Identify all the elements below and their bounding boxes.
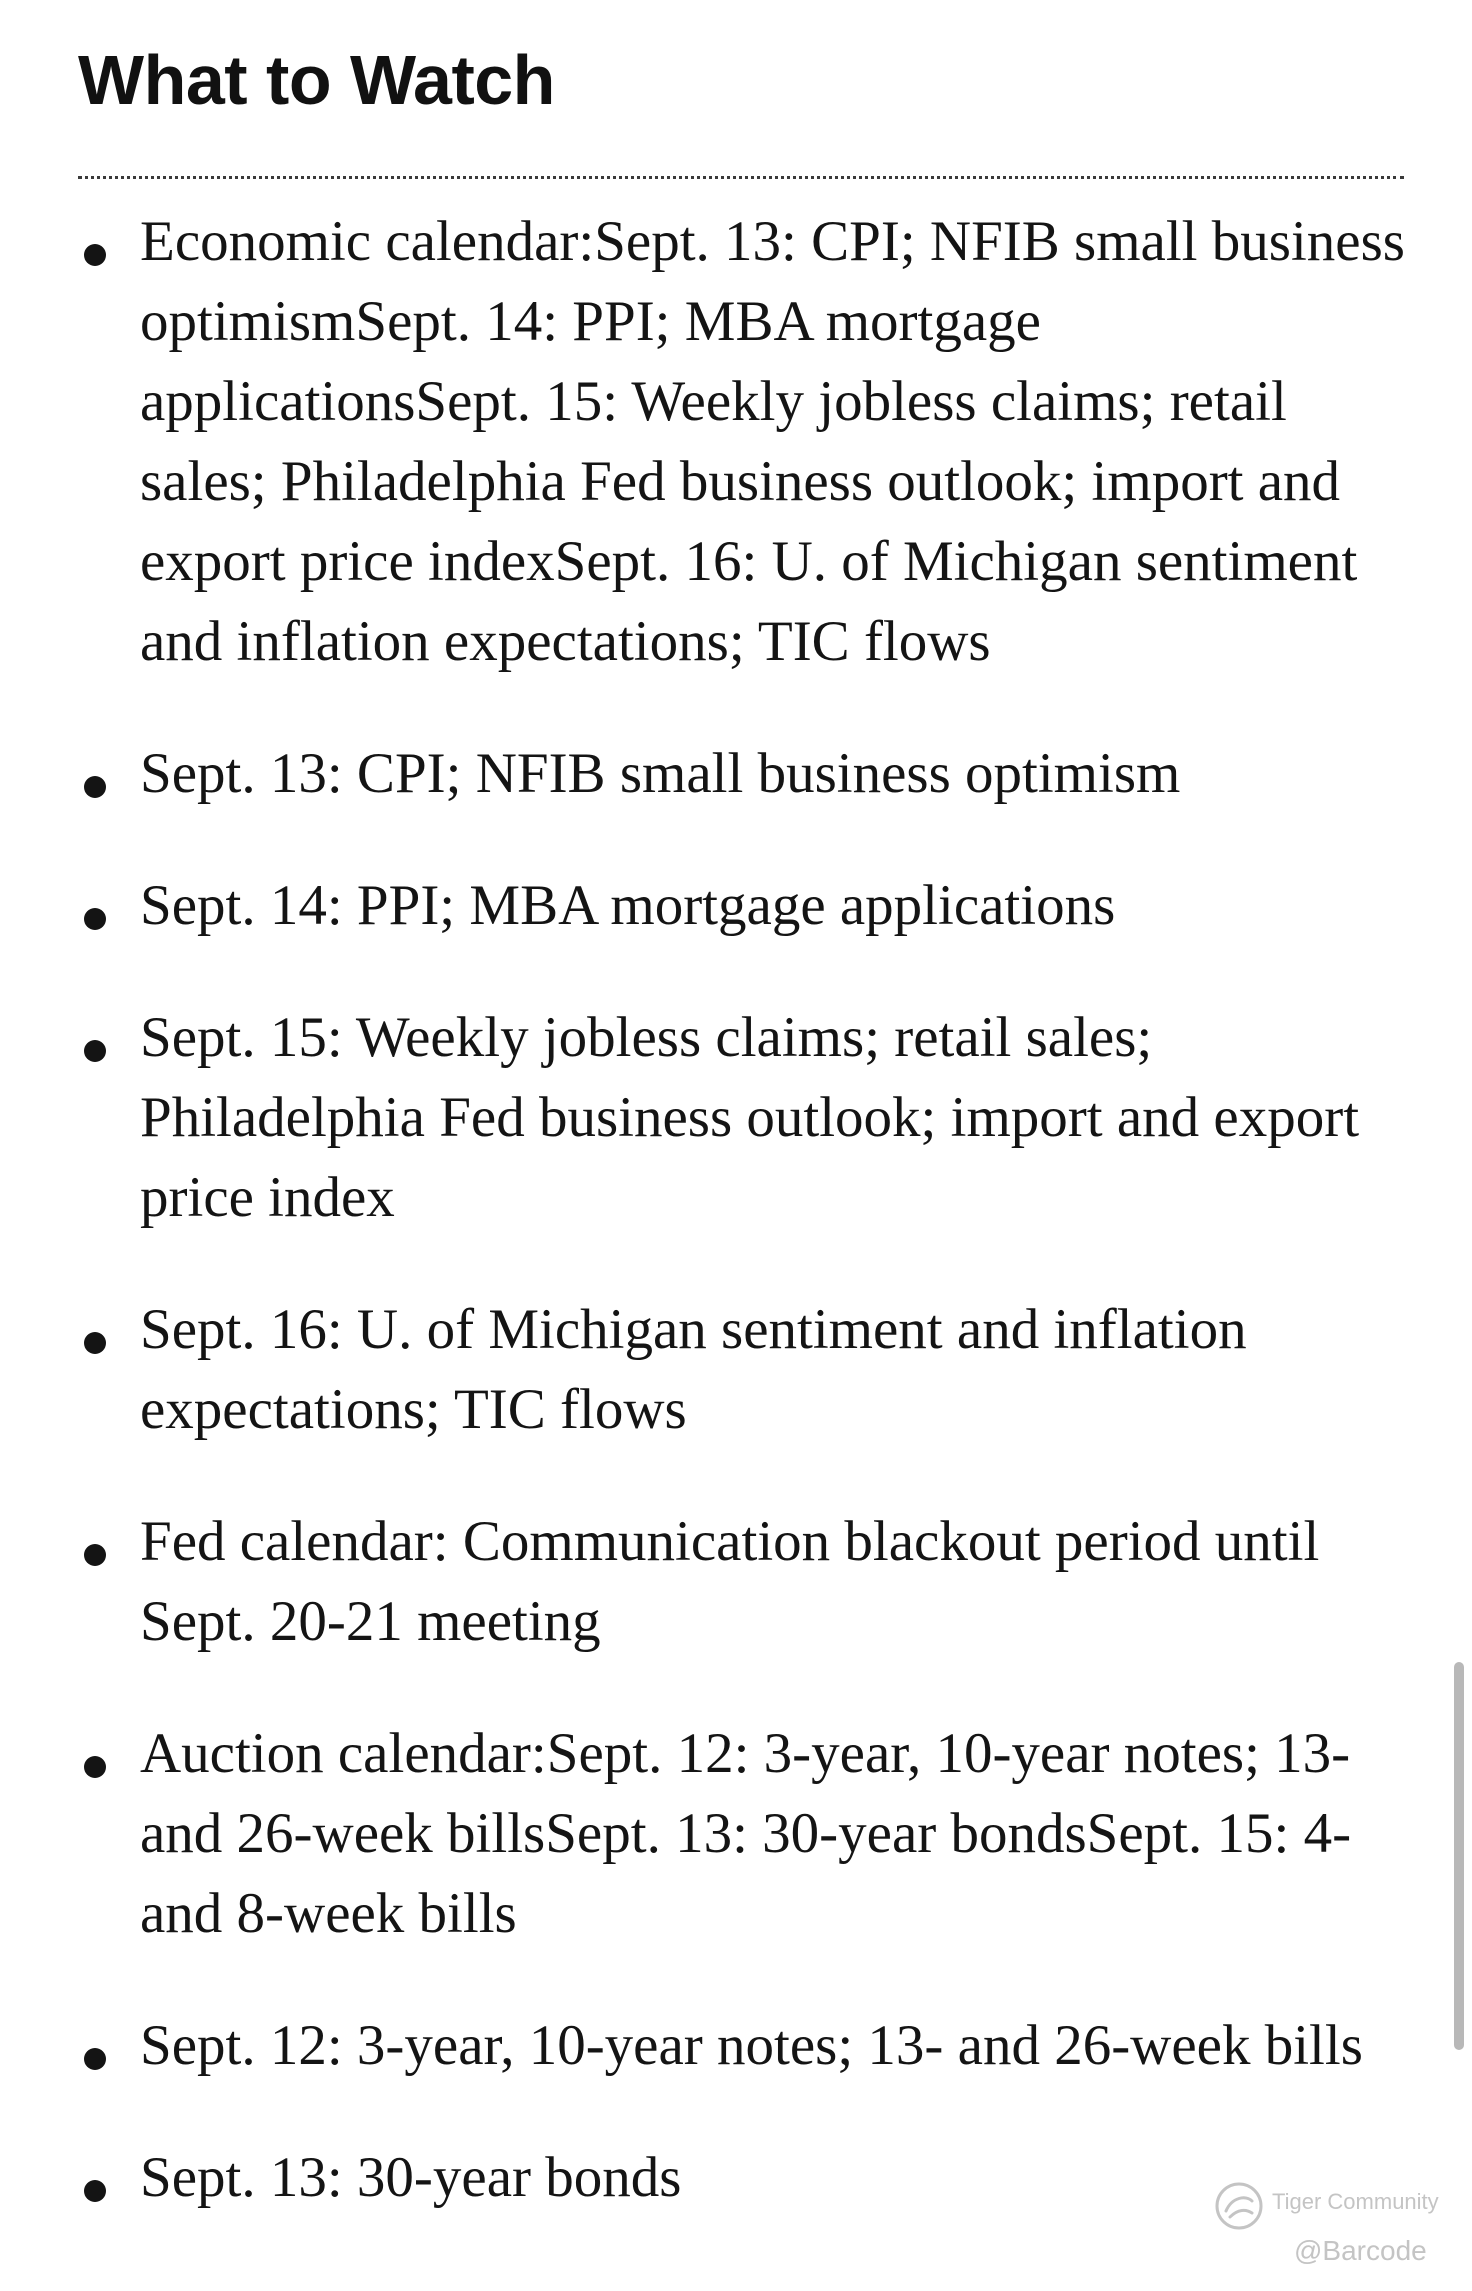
bullet-icon	[84, 776, 106, 798]
list-item-text: Sept. 14: PPI; MBA mortgage applications	[140, 874, 1116, 937]
watch-list	[0, 202, 1472, 2270]
watermark-brand: Tiger Community	[1272, 2189, 1439, 2214]
tiger-community-logo-icon	[1212, 2179, 1266, 2233]
list-item-text: Fed calendar: Communication blackout period until Sept. 20-21 meeting	[140, 1510, 1320, 1653]
list-item	[0, 2006, 1472, 2086]
bullet-icon	[84, 1544, 106, 1566]
list-item-text: Economic calendar:Sept. 13: CPI; NFIB small business optimismSept. 14: PPI; MBA mortgage applicationsSept. 15: Weekly jobless claims; retail sales; Philadelphia Fed business outlook; import and export price indexSept. 16: U. of Michigan sentiment and inflation expectations; TIC flows	[140, 210, 1405, 673]
list-item	[0, 866, 1472, 946]
list-item	[0, 1714, 1472, 1954]
list-item	[0, 202, 1472, 682]
list-item-text: Sept. 15: Weekly jobless claims; retail sales; Philadelphia Fed business outlook; import and export price index	[140, 1006, 1360, 1229]
list-item-text: Sept. 12: 3-year, 10-year notes; 13- and 26-week bills	[140, 2014, 1363, 2077]
list-item-text: Sept. 16: U. of Michigan sentiment and inflation expectations; TIC flows	[140, 1298, 1247, 1441]
bullet-icon	[84, 244, 106, 266]
list-item-text: Auction calendar:Sept. 12: 3-year, 10-year notes; 13- and 26-week billsSept. 13: 30-year bondsSept. 15: 4- and 8-week bills	[140, 1722, 1352, 1945]
dotted-divider	[78, 176, 1404, 179]
bullet-icon	[84, 1332, 106, 1354]
bullet-icon	[84, 2180, 106, 2202]
bullet-icon	[84, 2048, 106, 2070]
list-item	[0, 998, 1472, 1238]
list-item	[0, 1290, 1472, 1450]
list-item	[0, 734, 1472, 814]
watermark-user: @Barcode	[1294, 2235, 1427, 2266]
bullet-icon	[84, 1040, 106, 1062]
list-item	[0, 1502, 1472, 1662]
bullet-icon	[84, 1756, 106, 1778]
watermark	[1212, 2173, 1452, 2273]
list-item-text: Sept. 13: CPI; NFIB small business optimism	[140, 742, 1181, 805]
section-heading: What to Watch	[78, 41, 555, 119]
scrollbar-thumb[interactable]	[1454, 1662, 1464, 2050]
list-item-text: Sept. 13: 30-year bonds	[140, 2146, 682, 2209]
bullet-icon	[84, 908, 106, 930]
